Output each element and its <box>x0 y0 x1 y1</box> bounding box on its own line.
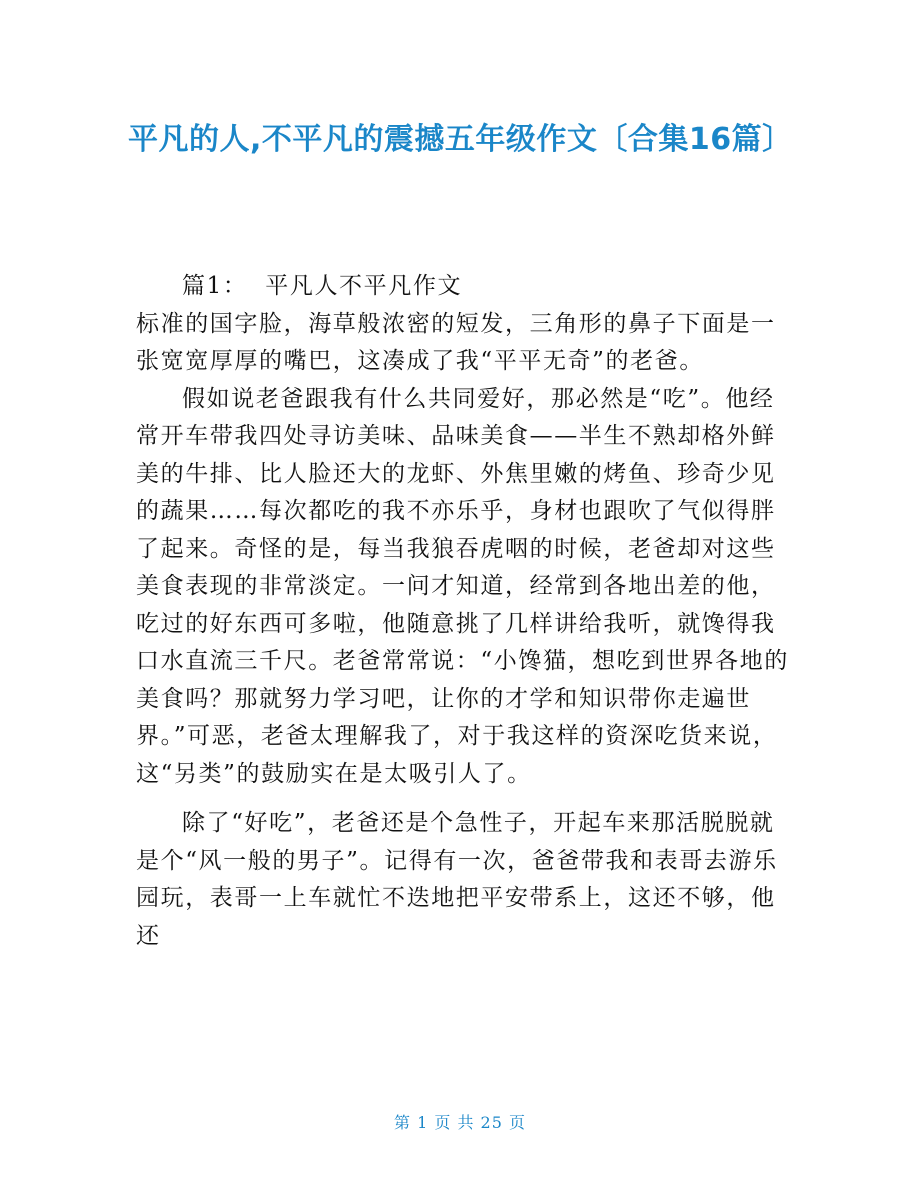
paragraph-1: 标准的国字脸，海草般浓密的短发，三角形的鼻子下面是一张宽宽厚厚的嘴巴，这凑成了我“平平无奇”的老爸。 <box>136 310 776 374</box>
page-number-footer: 第 1 页 共 25 页 <box>394 1113 526 1132</box>
chapter-heading: 篇1： 平凡人不平凡作文 <box>182 273 463 299</box>
document-body <box>136 268 796 955</box>
paragraph-spacer <box>136 793 796 805</box>
paragraph-2: 假如说老爸跟我有什么共同爱好，那必然是“吃”。他经常开车带我四处寻访美味、品味美食——半生不熟却格外鲜美的牛排、比人脸还大的龙虾、外焦里嫩的烤鱼、珍奇少见的蔬果……每次都吃的我不亦乐乎，身材也跟吹了气似得胖了起来。奇怪的是，每当我狼吞虎咽的时候，老爸却对这些美食表现的非常淡定。一问才知道，经常到各地出差的他，吃过的好东西可多啦，他随意挑了几样讲给我听，就馋得我口水直流三千尺。老爸常常说：“小馋猫，想吃到世界各地的美食吗？那就努力学习吧，让你的才学和知识带你走遍世界。”可恶，老爸太理解我了，对于我这样的资深吃货来说，这“另类”的鼓励实在是太吸引人了。 <box>136 385 789 787</box>
paragraph-3: 除了“好吃”，老爸还是个急性子，开起车来那活脱脱就是个“风一般的男子”。记得有一次，爸爸带我和表哥去游乐园玩，表哥一上车就忙不迭地把平安带系上，这还不够，他还 <box>136 810 778 949</box>
document-title: 平凡的人,不平凡的震撼五年级作文〔合集16篇〕 <box>128 122 793 157</box>
